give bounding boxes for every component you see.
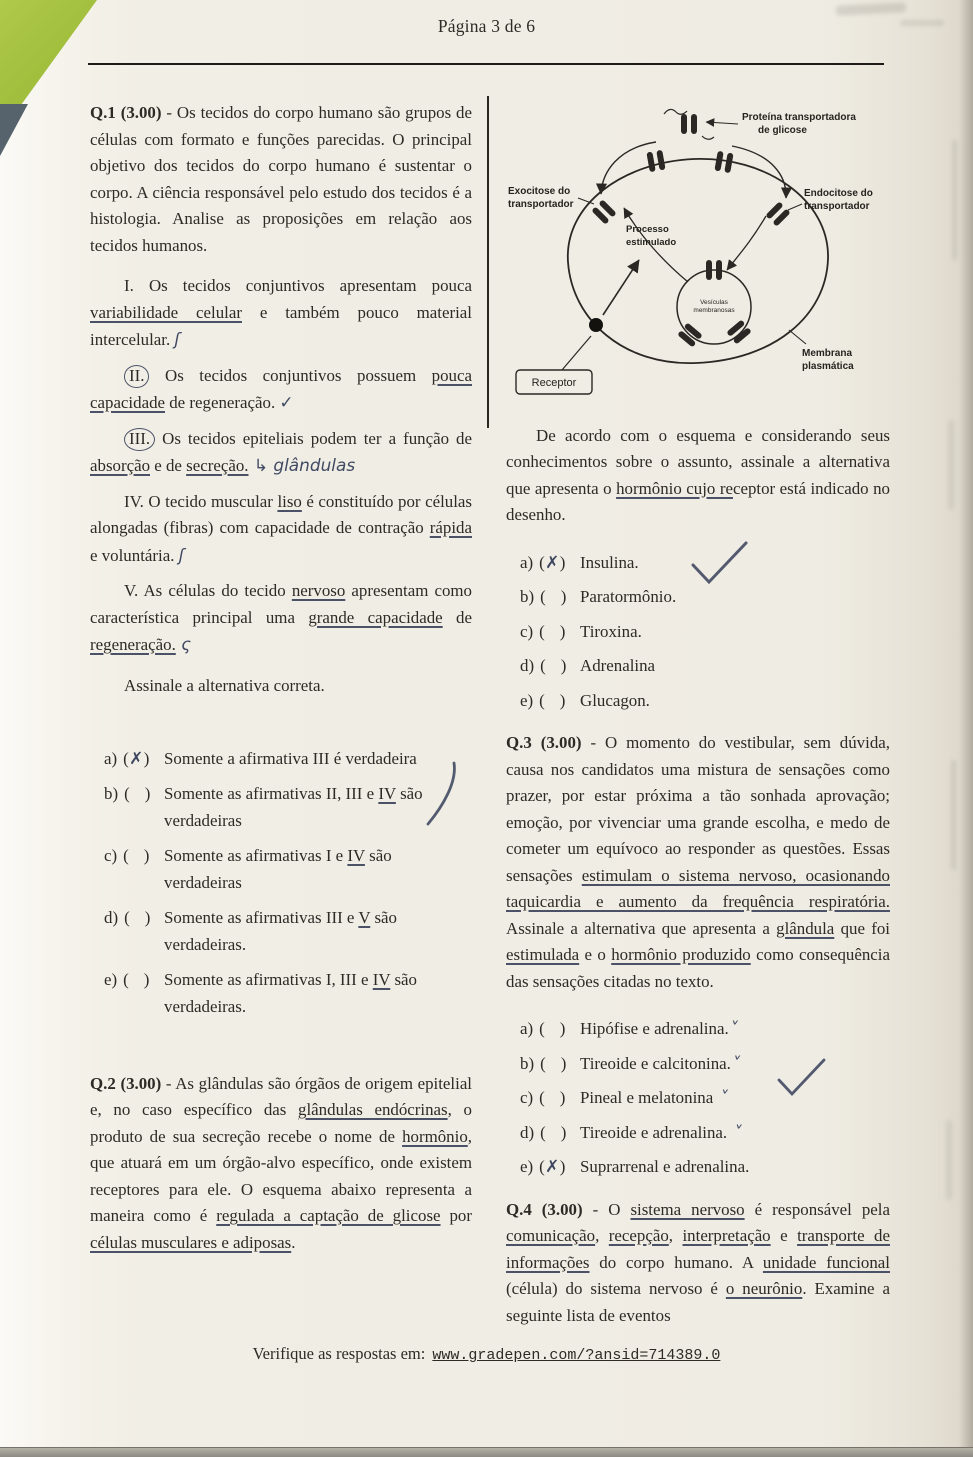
option-letter: b)	[104, 783, 119, 803]
scan-smudge	[951, 760, 956, 870]
q1-options	[90, 745, 472, 1021]
text-segment: grande capacidade	[308, 607, 443, 627]
q1-prompt	[90, 673, 472, 700]
paren: (	[540, 1122, 546, 1142]
text-segment: IV. O tecido muscular	[124, 491, 278, 511]
option-checkbox	[520, 583, 580, 611]
page-number: Página 3 de 6	[437, 16, 536, 36]
scan-smudge	[946, 1120, 952, 1200]
q1-item-3	[90, 426, 472, 480]
text-segment: interpretação	[682, 1226, 771, 1245]
paren: (	[539, 1088, 545, 1107]
text-segment: hormônio produzido	[611, 945, 751, 964]
text-segment: Tireoide e calcitonina.	[580, 1053, 731, 1073]
paren: )	[559, 1088, 566, 1107]
column-left	[90, 100, 472, 1267]
text-segment: Insulina.	[580, 552, 639, 572]
handwritten-mark: ˅	[713, 1087, 728, 1107]
q1-option-c	[90, 842, 472, 897]
option-checkbox	[104, 745, 164, 773]
option-checkbox	[104, 842, 164, 897]
option-checkbox	[520, 1050, 580, 1078]
option-letter: c)	[520, 621, 534, 641]
q3-option-d	[506, 1119, 890, 1147]
paren: (	[123, 969, 129, 989]
option-checkbox	[520, 549, 580, 577]
option-label	[580, 687, 890, 715]
text-segment: IV	[372, 969, 391, 989]
q2-question	[506, 423, 890, 529]
text-segment: I. Os tecidos conjuntivos apresentam pouca	[124, 276, 472, 295]
option-letter: c)	[104, 845, 118, 865]
receptor-leader-line	[562, 336, 591, 370]
text-segment: .	[291, 1232, 296, 1252]
text-segment: glândula	[776, 918, 835, 938]
stimulus-arrow	[603, 260, 639, 315]
text-segment: secreção.	[186, 456, 249, 475]
text-segment: V. As células do tecido	[124, 581, 292, 600]
text-segment: e o	[579, 945, 612, 964]
text-segment: hormônio cujo re	[616, 478, 733, 498]
text-segment: hormônio	[402, 1126, 468, 1146]
paren: )	[559, 621, 566, 641]
text-segment: células musculares e adiposas	[90, 1232, 292, 1252]
text-segment: Suprarrenal e adrenalina.	[580, 1157, 750, 1176]
option-label	[580, 652, 890, 680]
paren: )	[559, 1157, 566, 1176]
text-segment: Somente as afirmativas II, III e	[164, 783, 379, 803]
text-segment: rápida	[429, 518, 472, 537]
option-label	[164, 966, 472, 1021]
option-letter: d)	[520, 656, 535, 675]
checkbox-blank	[129, 966, 144, 994]
text-segment: estimulam o sistema nervoso, ocasionando taquicardia e aumento da frequência respiratória.	[506, 865, 890, 911]
q2-options	[506, 549, 890, 715]
option-label	[164, 745, 472, 773]
handwritten-mark: ˅	[728, 1018, 738, 1038]
text-segment: Tiroxina.	[580, 621, 642, 641]
checkbox-blank	[545, 1084, 560, 1112]
handwritten-mark: ʃ	[178, 544, 185, 565]
checkbox-blank	[546, 652, 561, 680]
option-letter: c)	[520, 1088, 534, 1107]
diagram-label-endocitose-2: transportador	[804, 201, 870, 212]
text-segment: IV	[378, 783, 396, 803]
text-segment: Assinale a alternativa correta.	[124, 675, 325, 695]
text-segment: transporte de informações	[506, 1226, 890, 1272]
text-segment: Glucagon.	[580, 690, 650, 710]
text-segment: - Os tecidos do corpo humano são grupos de células com formato e funções parecidas. O principal objetivo dos tecidos do corpo humano é sustentar o corpo. A ciência responsável pelo estudo dos tecidos é a histologia. Analise as proposições em relação aos tecidos humanos.	[90, 103, 472, 255]
text-segment: de	[442, 607, 472, 627]
option-checkbox	[520, 687, 580, 715]
diagram-label-endocitose-1: Endocitose do	[804, 188, 873, 199]
scan-smudge	[836, 2, 906, 16]
text-segment: glândulas endócrinas	[298, 1100, 448, 1119]
paren: )	[144, 907, 151, 927]
checkbox-blank	[546, 583, 561, 611]
option-label	[164, 904, 472, 959]
diagram-label-membrana-2: plasmática	[802, 361, 854, 372]
scan-smudge	[900, 20, 944, 26]
text-segment: Assinale a alternativa que apresenta a	[506, 918, 777, 938]
checkbox-blank	[129, 842, 144, 870]
membrane-transporter-icon	[714, 151, 733, 173]
option-label	[580, 1015, 890, 1043]
option-label	[580, 1119, 890, 1147]
footer-text: Verifique as respostas em:	[252, 1344, 426, 1363]
diagram-label-vesiculas-2: membranosas	[693, 307, 735, 314]
text-segment: - O momento do vestibular, sem dúvida, causa nos candidatos uma mistura de sensações como prazer, por estar próxima a tão sonhada aprovação; emoção, por vivenciar uma grande escolha, e medo de cometer um equívoco ao responder as questões. Essas sensações	[506, 733, 890, 885]
option-letter: a)	[520, 552, 534, 572]
inner-endocytosis-arrow	[727, 216, 766, 270]
option-letter: b)	[520, 587, 535, 606]
text-segment: Paratormônio.	[580, 587, 677, 606]
diagram-label-exocitose-1: Exocitose do	[508, 186, 571, 197]
q1-option-a	[90, 745, 472, 773]
q2-option-a	[506, 549, 890, 577]
squiggle	[702, 136, 714, 139]
scan-smudge	[948, 420, 954, 510]
q1-item-1	[90, 273, 472, 354]
diagram-label-proteina-1: Proteína transportadora	[742, 112, 856, 123]
checkbox-blank	[545, 1015, 560, 1043]
text-segment: Hipófise e adrenalina.	[580, 1019, 729, 1038]
option-letter: b)	[520, 1053, 535, 1073]
text-segment: , que atuará em um órgão-alvo específico, onde existem receptores para ele. O esquema abaixo representa a maneira como é	[90, 1126, 472, 1225]
text-segment: regeneração.	[90, 635, 176, 654]
text-segment: Q.1 (3.00)	[90, 103, 162, 122]
paren: (	[539, 690, 545, 710]
handwritten-mark: ˅	[727, 1121, 741, 1142]
paren: )	[559, 690, 566, 710]
option-checkbox	[520, 1015, 580, 1043]
glucose-transporter-icon	[681, 114, 697, 134]
text-segment: Somente as afirmativas I e	[164, 845, 348, 865]
protein-leader-line	[706, 122, 738, 124]
paren: )	[560, 1122, 567, 1142]
handwritten-mark: ✓	[279, 392, 294, 412]
paren: (	[123, 845, 129, 865]
option-letter: a)	[520, 1019, 534, 1038]
text-segment: como consequência das sensações citadas no texto.	[506, 945, 890, 991]
text-segment: e voluntária.	[90, 545, 179, 565]
option-letter: e)	[520, 690, 534, 710]
text-segment: do corpo humano. A	[589, 1252, 763, 1272]
diagram-label-exocitose-2: transportador	[508, 199, 574, 210]
option-checkbox	[520, 1119, 580, 1147]
text-segment: (célula) do sistema nervoso é	[506, 1279, 726, 1298]
checkbox-blank	[130, 780, 145, 808]
q4-intro	[506, 1197, 890, 1330]
option-letter: d)	[520, 1122, 535, 1142]
paren: )	[559, 1019, 566, 1038]
option-letter: e)	[520, 1157, 534, 1176]
text-segment: são verdadeiras	[164, 845, 392, 892]
text-segment: o neurônio	[725, 1279, 803, 1298]
handwritten-mark: ʃ	[174, 329, 181, 349]
q1-item-5	[90, 578, 472, 659]
text-segment: é constituído por células alongadas (fibras) com capacidade de contração	[90, 491, 472, 537]
membrane-transporter-icon	[765, 201, 790, 226]
checkbox-blank	[546, 1119, 561, 1147]
checkbox-blank	[546, 1050, 561, 1078]
circled-numeral: II.	[124, 365, 149, 388]
page-corner-dark-triangle	[0, 104, 28, 156]
q2-option-e	[506, 687, 890, 715]
option-letter: e)	[104, 969, 118, 989]
header-rule	[88, 63, 884, 65]
paren: )	[560, 1053, 567, 1073]
option-label	[164, 780, 472, 835]
squiggle	[664, 109, 687, 114]
text-segment: comunicação	[506, 1226, 596, 1245]
column-divider	[487, 96, 489, 428]
footer	[0, 1344, 973, 1364]
receptor-dot	[589, 318, 603, 332]
text-segment: - O	[582, 1199, 631, 1219]
text-segment: , o produto de sua secreção recebe o nome de	[90, 1100, 472, 1146]
diagram-label-vesiculas-1: Vesículas	[700, 299, 728, 306]
scan-edge-shadow	[959, 0, 973, 1457]
text-segment: Q.2 (3.00)	[90, 1073, 162, 1093]
text-segment: variabilidade celular	[90, 302, 242, 322]
scan-bottom-edge	[0, 1447, 973, 1457]
option-checkbox	[520, 618, 580, 646]
option-label	[580, 549, 890, 577]
paren: )	[560, 587, 567, 606]
text-segment: nervoso	[291, 581, 346, 600]
column-right	[506, 100, 890, 1340]
paren: )	[144, 783, 151, 803]
text-segment: e	[770, 1226, 798, 1245]
paren: )	[560, 656, 567, 675]
q2-option-c	[506, 618, 890, 646]
text-segment: Q.4 (3.00)	[506, 1199, 583, 1219]
q1-intro	[90, 100, 472, 259]
paren: (	[540, 587, 546, 606]
handwritten-x-mark: ✗	[545, 551, 560, 572]
text-segment: Os tecidos epiteliais podem ter a função de	[155, 428, 472, 448]
glucose-transport-diagram	[506, 104, 890, 413]
handwritten-x-mark: ✗	[545, 1156, 560, 1176]
text-segment: Tireoide e adrenalina.	[580, 1122, 728, 1142]
paren: )	[143, 845, 150, 865]
endocytosis-arrow	[732, 146, 786, 198]
membrane-transporter-icon	[591, 199, 616, 224]
membrane-transporter-icon	[646, 150, 665, 172]
diagram-label-proteina-2: de glicose	[758, 125, 807, 136]
q1-option-b	[90, 780, 472, 835]
q3-options	[506, 1015, 890, 1181]
text-segment: ,	[595, 1226, 609, 1245]
diagram-svg	[506, 104, 888, 404]
q3-option-c	[506, 1084, 890, 1112]
option-checkbox	[104, 904, 164, 959]
text-segment: Somente a afirmativa III é verdadeira	[164, 749, 417, 768]
paren: (	[539, 552, 545, 572]
text-segment: absorção	[90, 456, 151, 475]
diagram-label-processo-1: Processo	[626, 224, 669, 235]
option-checkbox	[520, 1084, 580, 1112]
text-segment: liso	[277, 491, 302, 511]
text-segment: sistema nervoso	[630, 1199, 745, 1219]
text-segment: que foi	[834, 918, 890, 938]
text-segment: unidade funcional	[762, 1252, 890, 1272]
text-segment: são verdadeiras	[164, 783, 423, 830]
text-segment: e de	[150, 456, 187, 475]
option-label	[580, 583, 890, 611]
paren: )	[143, 749, 150, 768]
text-segment: pouca capacidade	[90, 365, 472, 412]
text-segment: Somente as afirmativas III e	[164, 907, 359, 927]
text-segment: são verdadeiras.	[164, 969, 417, 1016]
q1-option-e	[90, 966, 472, 1021]
handwritten-mark: ↳ glândulas	[248, 455, 356, 475]
q3-intro	[506, 730, 890, 995]
diagram-label-receptor: Receptor	[531, 377, 577, 389]
handwritten-x-mark: ✗	[129, 748, 144, 768]
checkbox-blank	[545, 687, 560, 715]
scan-smudge	[952, 140, 957, 260]
paren: (	[539, 1019, 545, 1038]
text-segment: IV	[347, 845, 365, 865]
diagram-label-membrana-1: Membrana	[802, 348, 853, 359]
text-segment: apresentam como característica principal uma	[90, 581, 472, 627]
handwritten-mark: ˅	[730, 1052, 740, 1073]
paren: (	[540, 656, 546, 675]
paren: )	[559, 552, 566, 572]
text-segment: De acordo com o esquema e considerando seus conhecimentos sobre o assunto, assinale a alternativa que apresenta o	[506, 425, 890, 498]
paren: (	[123, 749, 129, 768]
paren: (	[539, 1157, 545, 1176]
q2-intro	[90, 1071, 472, 1257]
paren: (	[540, 1053, 546, 1073]
option-checkbox	[104, 966, 164, 1021]
endo-leader-line	[788, 204, 802, 210]
text-segment: - As glândulas são órgãos de origem epitelial e, no caso específico das	[90, 1073, 473, 1119]
option-label	[580, 1084, 890, 1112]
text-segment: Q.3 (3.00)	[506, 733, 582, 752]
option-checkbox	[520, 652, 580, 680]
option-checkbox	[104, 780, 164, 835]
text-segment: ceptor está indicado no desenho.	[506, 478, 890, 524]
handwritten-mark: ς	[175, 634, 192, 654]
q1-item-4	[90, 489, 472, 570]
option-label	[580, 1050, 890, 1078]
diagram-label-processo-2: estimulado	[626, 237, 677, 248]
option-label	[164, 842, 472, 897]
checkbox-blank	[545, 618, 560, 646]
option-label	[580, 1153, 890, 1181]
text-segment: . Examine a seguinte lista de eventos	[506, 1279, 890, 1325]
option-letter: d)	[104, 907, 119, 927]
q3-option-b	[506, 1050, 890, 1078]
text-segment: recepção	[608, 1226, 669, 1245]
q2-option-b	[506, 583, 890, 611]
q2-option-d	[506, 652, 890, 680]
text-segment: regulada a captação de glicose	[216, 1206, 441, 1225]
q3-option-a	[506, 1015, 890, 1043]
text-segment: de regeneração.	[165, 393, 280, 412]
membrane-leader-line	[789, 330, 806, 344]
text-segment: Somente as afirmativas I, III e	[164, 969, 373, 989]
option-letter: a)	[104, 749, 118, 768]
text-segment: V	[358, 907, 371, 927]
paren: (	[539, 621, 545, 641]
text-segment: é responsável pela	[744, 1199, 890, 1219]
option-checkbox	[520, 1153, 580, 1181]
text-segment: Os tecidos conjuntivos possuem	[149, 365, 432, 385]
text-segment: Pineal e melatonina	[580, 1088, 714, 1107]
text-segment: estimulada	[506, 945, 580, 964]
paren: )	[143, 969, 150, 989]
answers-url: www.gradepen.com/?ansid=714389.0	[432, 1347, 721, 1364]
circled-numeral: III.	[124, 428, 155, 451]
q1-option-d	[90, 904, 472, 959]
paren: (	[124, 783, 130, 803]
text-segment: e também pouco material intercelular.	[90, 302, 472, 349]
text-segment: são verdadeiras.	[164, 907, 397, 954]
checkbox-blank	[130, 904, 145, 932]
text-segment: Adrenalina	[580, 656, 656, 675]
text-segment: por	[440, 1206, 472, 1225]
q3-option-e	[506, 1153, 890, 1181]
text-segment: ,	[668, 1226, 683, 1245]
option-label	[580, 618, 890, 646]
q1-item-2	[90, 363, 472, 417]
paren: (	[124, 907, 130, 927]
